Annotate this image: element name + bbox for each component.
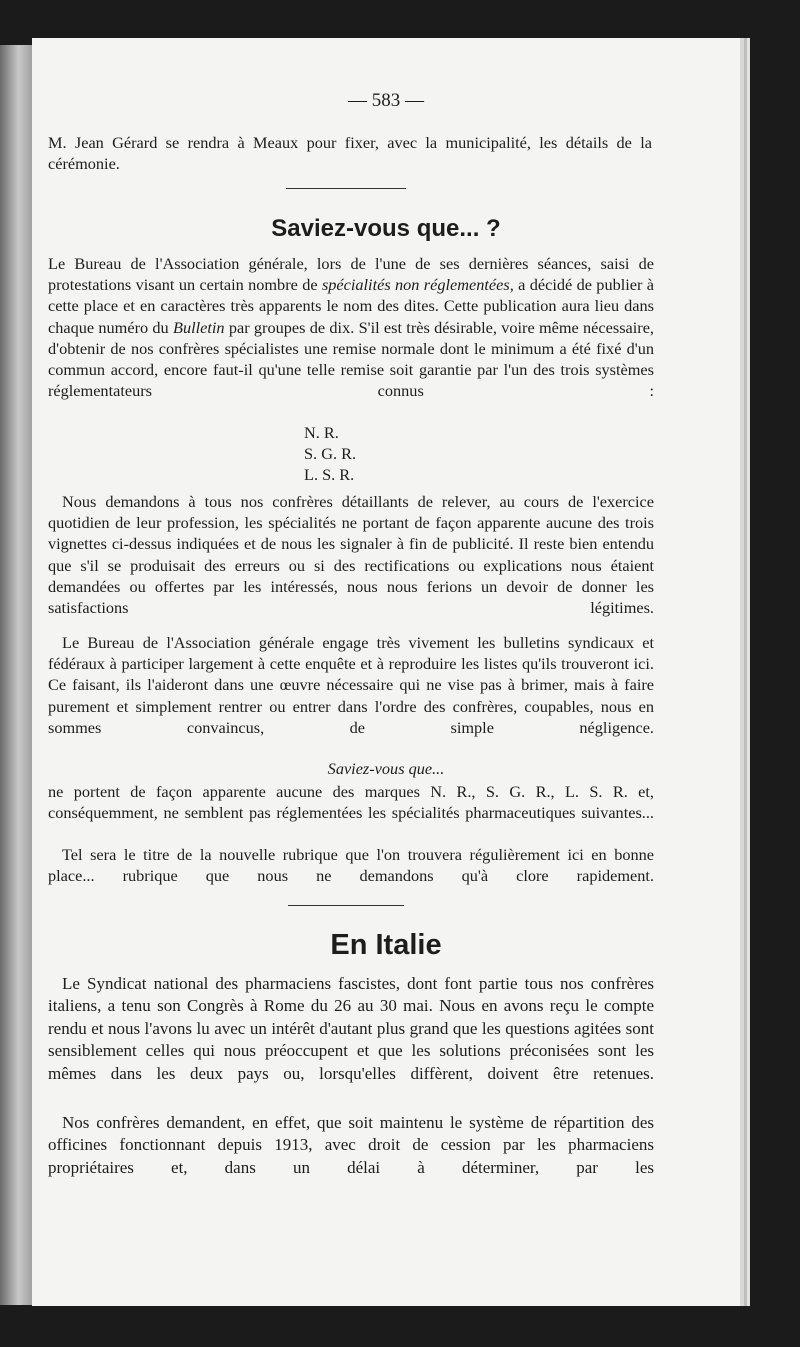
adjacent-page-edge [0, 45, 34, 1305]
p1-text-start: Le Bureau de l'Association générale, lors de l'une de ses dernières séances, saisi de protestations visant un certain nombre de [48, 254, 654, 295]
page-number: — 583 — [348, 90, 424, 111]
section2-paragraph-2: Nos confrères demandent, en effet, que soit maintenu le système de répartition des officines fonctionnant depuis 1913, avec droit de cession par les pharmaciens propriétaires et, dans un délai à déterminer, par les [48, 1113, 654, 1177]
section-divider-2 [288, 905, 404, 906]
system-nr: N. R. [304, 423, 339, 442]
section1-paragraph-5: Tel sera le titre de la nouvelle rubrique que l'on trouvera régulièrement ici en bonne place... rubrique que nous ne demandons qu'à clore rapidement. [48, 845, 654, 886]
system-sgr: S. G. R. [304, 444, 357, 463]
section-title-saviez-vous: Saviez-vous que... ? [271, 215, 501, 242]
section1-paragraph-2: Nous demandons à tous nos confrères détaillants de relever, au cours de l'exercice quotidien de leur profession, les spécialités ne portant de façon apparente aucune des trois vignettes ci-dessus indiquées et de nous les signaler à fin de publicité. Il reste bien entendu que s'il se produisait des erreurs ou si des rectifications ou explications nous étaient demandées ou offertes par les intéressés, nous nous ferions un devoir de donner les satisfactions légitimes. [48, 492, 654, 618]
section2-paragraph-1: Le Syndicat national des pharmaciens fascistes, dont font partie tous nos confrères italiens, a tenu son Congrès à Rome du 26 au 30 mai. Nous en avons reçu le compte rendu et nous l'avons lu avec un intérêt d'autant plus grand que les questions agitées sont sensiblement celles qui nous préoccupent et que les solutions préconisées sont les mêmes dans les deux pays ou, lorsqu'elles diffèrent, doivent être retenues. [48, 974, 654, 1083]
rubric-subheading: Saviez-vous que... [327, 759, 445, 778]
section-divider [286, 188, 406, 189]
section-title-en-italie: En Italie [330, 929, 442, 961]
intro-paragraph: M. Jean Gérard se rendra à Meaux pour fixer, avec la municipalité, les détails de la cérémonie. [48, 133, 652, 174]
p1-text-end: par groupes de dix. S'il est très désirable, voire même nécessaire, d'obtenir de nos confrères spécialistes une remise normale dont le minimum a été fixé d'un commun accord, encore faut-il qu'une telle remise soit garantie par l'un des trois systèmes réglementateurs connus : [48, 317, 654, 401]
p1-bulletin-title: Bulletin [173, 317, 225, 337]
p1-italic-phrase: spécialités non réglementées, [321, 275, 514, 295]
system-lsr: L. S. R. [304, 465, 355, 484]
section1-paragraph-3: Le Bureau de l'Association générale engage très vivement les bulletins syndicaux et fédéraux à participer largement à cette enquête et à reproduire les listes qu'ils trouveront ici. Ce faisant, ils l'aideront dans une œuvre nécessaire qui ne vise pas à brimer, mais à faire purement et simplement rentrer ou entrer dans l'ordre des confrères, coupables, nous en sommes convaincus, de simple négligence. [48, 633, 654, 737]
document-page [32, 38, 740, 1306]
section1-paragraph-1 [48, 253, 654, 401]
p1-text-middle: a décidé de publier à cette place et en caractères très apparents le nom des dites. Cette publication aura lieu dans chaque numéro du [48, 275, 655, 337]
section1-paragraph-4: ne portent de façon apparente aucune des marques N. R., S. G. R., L. S. R. et, conséquemment, ne semblent pas réglementées les spécialités pharmaceutiques suivantes... [48, 782, 654, 823]
